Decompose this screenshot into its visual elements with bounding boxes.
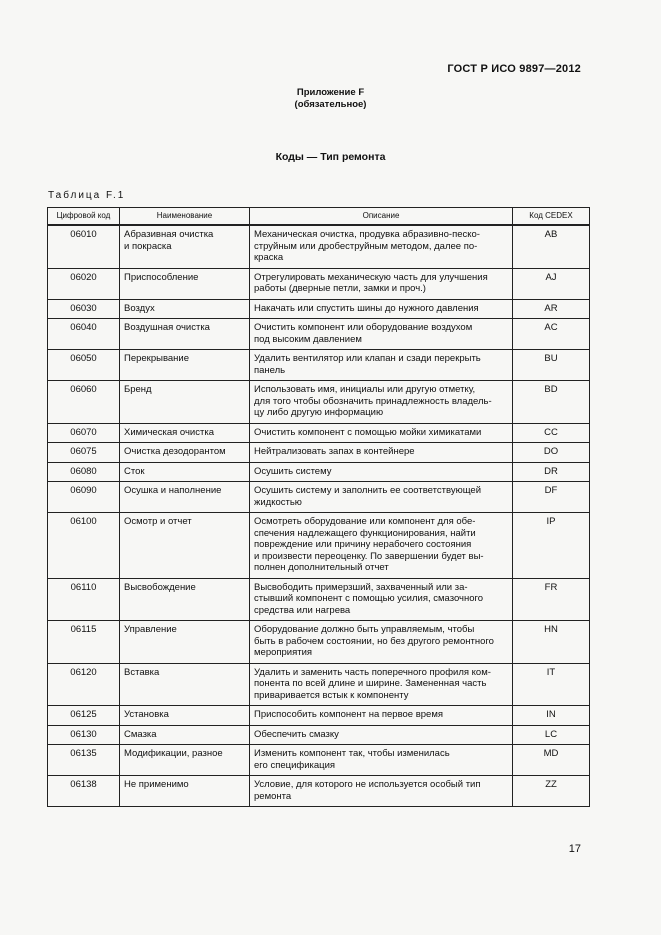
table-caption: Таблица F.1	[48, 190, 126, 201]
cell-cedex: IT	[513, 663, 590, 706]
section-heading: Коды — Тип ремонта	[275, 151, 386, 163]
cell-cedex: FR	[513, 578, 590, 621]
table-row	[48, 423, 590, 443]
cell-name: Управление	[120, 621, 250, 664]
cell-description: Приспособить компонент на первое время	[250, 706, 513, 726]
cell-name: Смазка	[120, 725, 250, 745]
column-header-cedex: Код CEDEX	[513, 208, 590, 226]
cell-cedex: AJ	[513, 268, 590, 299]
cell-name: Осмотр и отчет	[120, 513, 250, 579]
cell-name: Не применимо	[120, 776, 250, 807]
cell-code: 06070	[48, 423, 120, 443]
cell-code: 06125	[48, 706, 120, 726]
cell-cedex: IN	[513, 706, 590, 726]
cell-description: Нейтрализовать запах в контейнере	[250, 443, 513, 463]
cell-description: Оборудование должно быть управляемым, чтобы быть в рабочем состоянии, но без другого ремонтного мероприятия	[250, 621, 513, 664]
cell-name: Вставка	[120, 663, 250, 706]
table-row	[48, 745, 590, 776]
table-row	[48, 350, 590, 381]
column-header-description: Описание	[250, 208, 513, 226]
table-row	[48, 725, 590, 745]
table-row	[48, 663, 590, 706]
cell-code: 06050	[48, 350, 120, 381]
cell-description: Удалить и заменить часть поперечного профиля ком- понента по всей длине и ширине. Замененная часть приваривается встык к компоненту	[250, 663, 513, 706]
cell-name: Очистка дезодорантом	[120, 443, 250, 463]
cell-name: Модификации, разное	[120, 745, 250, 776]
cell-description: Осмотреть оборудование или компонент для обе- спечения надлежащего функционирования, найти повреждение или причину нерабочего состояния и произвести переоценку. По завершении будет вы- полнен дополнительный отчет	[250, 513, 513, 579]
cell-cedex: DF	[513, 482, 590, 513]
cell-name: Высвобождение	[120, 578, 250, 621]
cell-name: Воздух	[120, 299, 250, 319]
cell-description: Изменить компонент так, чтобы изменилась его спецификация	[250, 745, 513, 776]
annex-block	[0, 87, 661, 111]
cell-cedex: IP	[513, 513, 590, 579]
cell-code: 06010	[48, 225, 120, 268]
cell-cedex: AR	[513, 299, 590, 319]
cell-code: 06120	[48, 663, 120, 706]
cell-description: Удалить вентилятор или клапан и сзади перекрыть панель	[250, 350, 513, 381]
cell-name: Сток	[120, 462, 250, 482]
annex-subtitle: (обязательное)	[294, 99, 367, 110]
cell-description: Условие, для которого не используется особый тип ремонта	[250, 776, 513, 807]
table-row	[48, 706, 590, 726]
table-row	[48, 381, 590, 424]
cell-description: Обеспечить смазку	[250, 725, 513, 745]
cell-name: Перекрывание	[120, 350, 250, 381]
page-number: 17	[568, 843, 581, 855]
cell-name: Воздушная очистка	[120, 319, 250, 350]
cell-cedex: AC	[513, 319, 590, 350]
table-row	[48, 462, 590, 482]
table-row	[48, 776, 590, 807]
cell-cedex: MD	[513, 745, 590, 776]
cell-code: 06130	[48, 725, 120, 745]
cell-cedex: AB	[513, 225, 590, 268]
cell-code: 06138	[48, 776, 120, 807]
cell-name: Абразивная очистка и покраска	[120, 225, 250, 268]
repair-codes-table	[47, 207, 590, 807]
table-row	[48, 319, 590, 350]
cell-code: 06135	[48, 745, 120, 776]
cell-cedex: BD	[513, 381, 590, 424]
cell-description: Осушить систему и заполнить ее соответствующей жидкостью	[250, 482, 513, 513]
cell-name: Установка	[120, 706, 250, 726]
cell-code: 06060	[48, 381, 120, 424]
cell-description: Очистить компонент с помощью мойки химикатами	[250, 423, 513, 443]
cell-cedex: LC	[513, 725, 590, 745]
cell-description: Очистить компонент или оборудование воздухом под высоким давлением	[250, 319, 513, 350]
cell-name: Химическая очистка	[120, 423, 250, 443]
cell-code: 06110	[48, 578, 120, 621]
table-header-row	[48, 208, 590, 226]
cell-code: 06040	[48, 319, 120, 350]
standard-code: ГОСТ Р ИСО 9897—2012	[447, 63, 581, 75]
cell-cedex: CC	[513, 423, 590, 443]
table-row	[48, 578, 590, 621]
cell-description: Высвободить примерзший, захваченный или за- стывший компонент с помощью усилия, смазочного средства или нагрева	[250, 578, 513, 621]
cell-code: 06100	[48, 513, 120, 579]
cell-name: Бренд	[120, 381, 250, 424]
cell-description: Использовать имя, инициалы или другую отметку, для того чтобы обозначить принадлежность владель- цу либо другую информацию	[250, 381, 513, 424]
cell-cedex: DO	[513, 443, 590, 463]
cell-name: Приспособление	[120, 268, 250, 299]
table-row	[48, 268, 590, 299]
table-row	[48, 225, 590, 268]
cell-cedex: DR	[513, 462, 590, 482]
column-header-code: Цифровой код	[48, 208, 120, 226]
cell-cedex: HN	[513, 621, 590, 664]
cell-name: Осушка и наполнение	[120, 482, 250, 513]
column-header-name: Наименование	[120, 208, 250, 226]
cell-cedex: BU	[513, 350, 590, 381]
cell-code: 06115	[48, 621, 120, 664]
cell-code: 06030	[48, 299, 120, 319]
cell-code: 06075	[48, 443, 120, 463]
cell-cedex: ZZ	[513, 776, 590, 807]
table-row	[48, 299, 590, 319]
cell-code: 06090	[48, 482, 120, 513]
table-row	[48, 482, 590, 513]
table-row	[48, 621, 590, 664]
table-row	[48, 513, 590, 579]
annex-title: Приложение F	[296, 87, 365, 98]
cell-code: 06020	[48, 268, 120, 299]
table-row	[48, 443, 590, 463]
cell-description: Отрегулировать механическую часть для улучшения работы (дверные петли, замки и проч.)	[250, 268, 513, 299]
cell-code: 06080	[48, 462, 120, 482]
cell-description: Накачать или спустить шины до нужного давления	[250, 299, 513, 319]
cell-description: Механическая очистка, продувка абразивно-песко- струйным или дробеструйным методом, далее по- краска	[250, 225, 513, 268]
cell-description: Осушить систему	[250, 462, 513, 482]
